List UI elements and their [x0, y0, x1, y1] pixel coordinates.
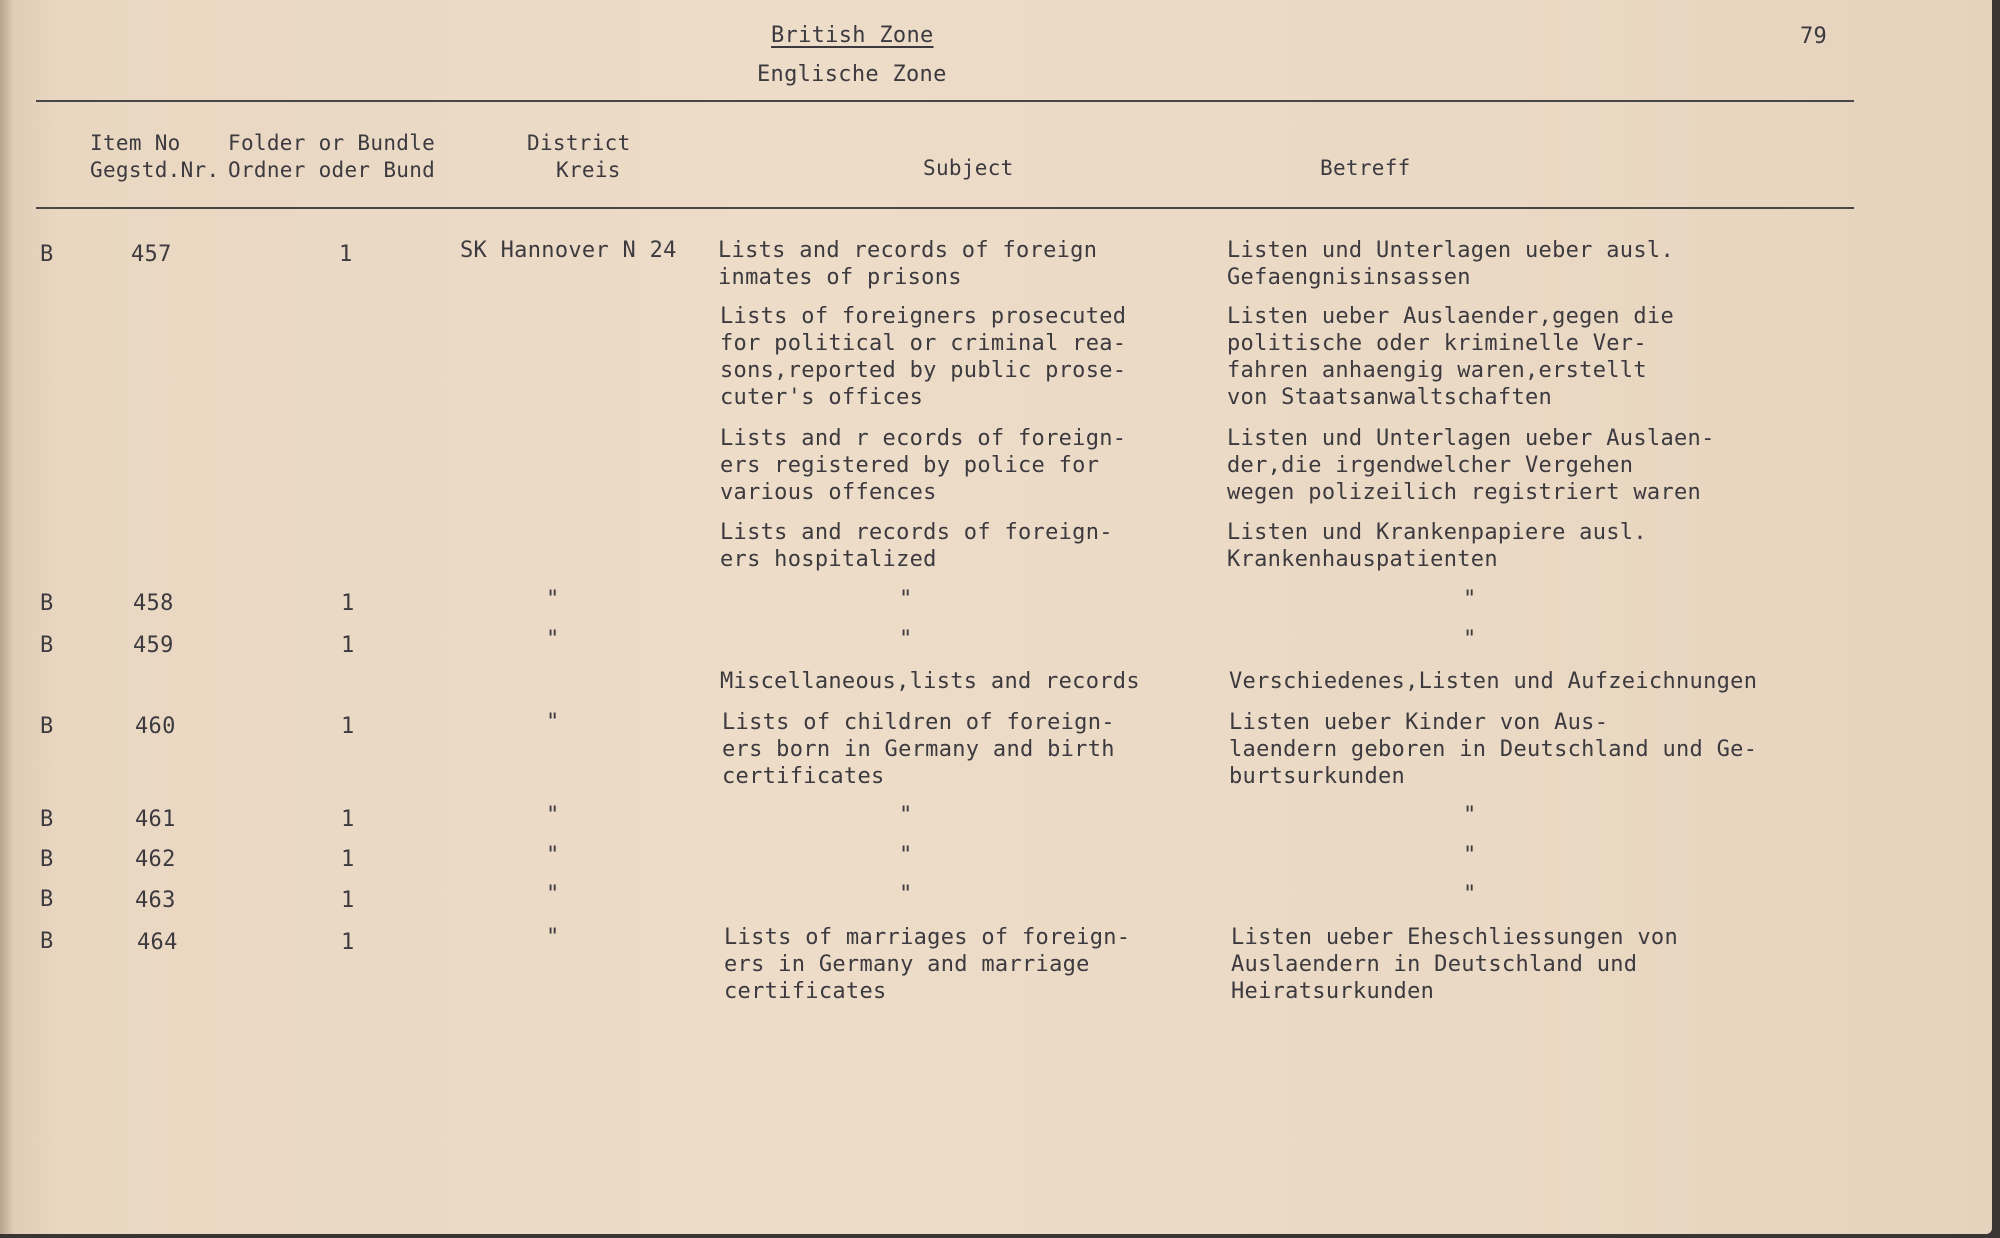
row-subject-ditto: ": [899, 587, 913, 612]
row-folder-count: 1: [341, 591, 355, 616]
row-prefix: B: [40, 887, 54, 912]
row-prefix: B: [40, 591, 54, 616]
col-header-folder-de: Ordner oder Bund: [228, 158, 436, 182]
row-item-number: 464: [137, 930, 178, 955]
row-district-ditto: ": [546, 710, 560, 735]
row-subject: Lists and records of foreign inmates of prisons: [718, 238, 1098, 290]
row-district-ditto: ": [546, 882, 560, 907]
row-folder-count: 1: [341, 930, 355, 955]
col-header-betreff: Betreff: [1320, 156, 1411, 180]
row-betreff: Listen ueber Auslaender,gegen die politische oder kriminelle Ver- fahren anhaengig waren,erstellt von Staatsanwaltschaften: [1227, 304, 1674, 410]
row-betreff: Listen ueber Kinder von Aus- laendern geboren in Deutschland und Ge- burtsurkunden: [1229, 710, 1758, 789]
col-header-folder-en: Folder or Bundle: [228, 131, 436, 155]
page-number: 79: [1800, 24, 1828, 49]
row-item-number: 461: [135, 807, 176, 832]
row-district-ditto: ": [546, 627, 560, 652]
row-folder-count: 1: [341, 714, 355, 739]
row-betreff: Listen und Krankenpapiere ausl. Krankenhauspatienten: [1227, 520, 1647, 572]
row-item-number: 462: [135, 847, 176, 872]
row-subject: Lists of marriages of foreign- ers in Germany and marriage certificates: [724, 925, 1131, 1004]
row-prefix: B: [40, 633, 54, 658]
row-item-number: 463: [135, 888, 176, 913]
header-top-rule: [36, 100, 1854, 102]
row-betreff-ditto: ": [1463, 803, 1477, 828]
row-betreff-ditto: ": [1463, 627, 1477, 652]
row-district-ditto: ": [546, 803, 560, 828]
col-header-subject: Subject: [923, 156, 1014, 180]
zone-title-german: Englische Zone: [757, 62, 947, 87]
col-header-district-en: District: [527, 131, 631, 155]
row-item-number: 459: [133, 633, 174, 658]
header-bottom-rule: [36, 207, 1854, 209]
row-prefix: B: [40, 929, 54, 954]
row-prefix: B: [40, 242, 54, 267]
row-betreff: Listen und Unterlagen ueber Auslaen- der,die irgendwelcher Vergehen wegen polizeilich registriert waren: [1227, 426, 1715, 505]
row-betreff: Listen und Unterlagen ueber ausl. Gefaengnisinsassen: [1227, 238, 1674, 290]
row-district-ditto: ": [546, 843, 560, 868]
row-district-ditto: ": [546, 925, 560, 950]
row-folder-count: 1: [341, 888, 355, 913]
row-subject: Lists of children of foreign- ers born in Germany and birth certificates: [722, 710, 1115, 789]
row-subject-ditto: ": [899, 882, 913, 907]
row-folder-count: 1: [339, 242, 353, 267]
row-betreff: Verschiedenes,Listen und Aufzeichnungen: [1229, 669, 1758, 694]
row-subject-ditto: ": [899, 803, 913, 828]
row-betreff: Listen ueber Eheschliessungen von Auslaendern in Deutschland und Heiratsurkunden: [1231, 925, 1678, 1004]
row-subject: Lists and records of foreign- ers hospitalized: [720, 520, 1113, 572]
col-header-item-de: Gegstd.Nr.: [90, 158, 220, 182]
row-prefix: B: [40, 714, 54, 739]
col-header-item-en: Item No: [90, 131, 181, 155]
row-subject: Lists and r ecords of foreign- ers registered by police for various offences: [720, 426, 1127, 505]
row-betreff-ditto: ": [1463, 587, 1477, 612]
row-folder-count: 1: [341, 807, 355, 832]
row-betreff-ditto: ": [1463, 882, 1477, 907]
row-subject: Lists of foreigners prosecuted for political or criminal rea- sons,reported by public prose- cuter's offices: [720, 304, 1127, 410]
row-item-number: 457: [131, 242, 172, 267]
row-prefix: B: [40, 807, 54, 832]
row-folder-count: 1: [341, 633, 355, 658]
row-subject-ditto: ": [899, 627, 913, 652]
page-spine-shadow: [0, 0, 12, 1234]
row-item-number: 460: [135, 714, 176, 739]
row-district-ditto: ": [546, 587, 560, 612]
col-header-district-de: Kreis: [556, 158, 621, 182]
row-folder-count: 1: [341, 847, 355, 872]
row-betreff-ditto: ": [1463, 843, 1477, 868]
row-subject: Miscellaneous,lists and records: [720, 669, 1140, 694]
row-item-number: 458: [133, 591, 174, 616]
row-prefix: B: [40, 847, 54, 872]
row-district: SK Hannover N 24: [460, 238, 677, 263]
row-subject-ditto: ": [899, 843, 913, 868]
zone-title-english: British Zone: [771, 23, 934, 48]
